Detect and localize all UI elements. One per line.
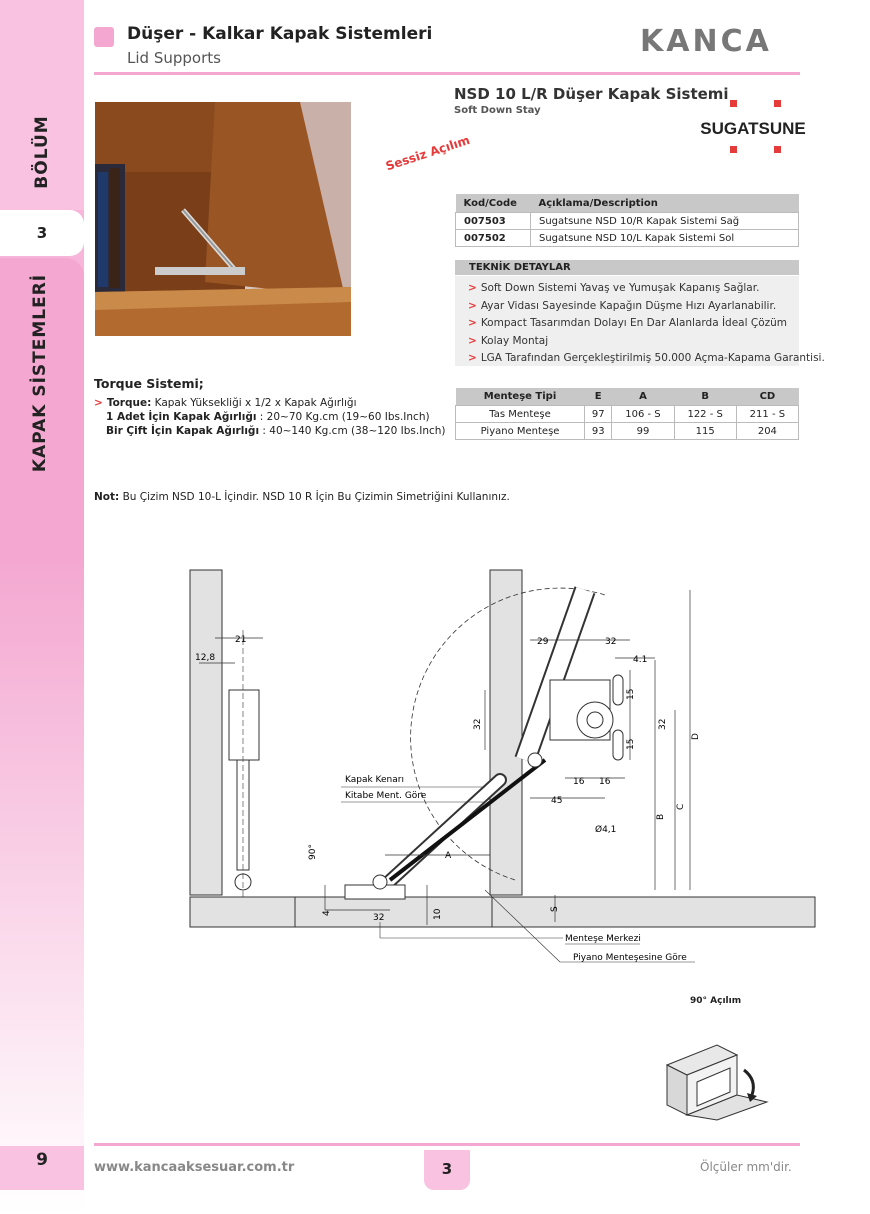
list-item (468, 333, 825, 351)
dim-16-left: 16 (573, 777, 585, 787)
list-item-text: Soft Down Sistemi Yavaş ve Yumuşak Kapanış Sağlar. (480, 282, 760, 294)
technical-drawing (185, 560, 815, 980)
product-code: 007503 (456, 213, 531, 230)
col-a: A (612, 388, 674, 406)
col-b: B (674, 388, 736, 406)
product-code: 007502 (456, 230, 531, 247)
footer-section-number: 3 (441, 1160, 453, 1178)
col-description: Açıklama/Description (531, 194, 799, 213)
technical-list (468, 280, 825, 368)
col-hinge-type: Menteşe Tipi (456, 388, 585, 406)
table-row (456, 423, 799, 440)
product-description: Sugatsune NSD 10/R Kapak Sistemi Sağ (531, 213, 799, 230)
list-item (468, 350, 825, 368)
section-number: 3 (36, 224, 48, 242)
box-opening-icon (662, 1040, 772, 1120)
bullet-arrow-icon: > (94, 397, 103, 409)
list-item (468, 280, 825, 298)
torque-title: Torque Sistemi; (94, 376, 204, 391)
section-label-wrap (0, 115, 92, 189)
cell-b: 122 - S (674, 406, 736, 423)
product-subtitle: Soft Down Stay (454, 105, 541, 116)
bullet-arrow-icon: > (468, 317, 477, 329)
technical-heading: TEKNİK DETAYLAR (455, 260, 799, 275)
sugatsune-logo (700, 100, 806, 156)
header-bullet (94, 27, 114, 47)
page-number: 9 (36, 1150, 48, 1170)
bullet-arrow-icon: > (468, 282, 477, 294)
label-kapak-kenari: Kapak Kenarı (345, 775, 404, 785)
category-label: KAPAK SİSTEMLERİ (30, 273, 50, 473)
dim-b: B (656, 813, 666, 820)
kanca-logo: KANCA (640, 24, 772, 59)
dim-10: 10 (433, 908, 443, 920)
label-kitabe: Kitabe Ment. Göre (345, 791, 427, 801)
product-title: NSD 10 L/R Düşer Kapak Sistemi (454, 85, 729, 103)
list-item-text: Kompact Tasarımdan Dolayı En Dar Alanlarda İdeal Çözüm (480, 317, 788, 329)
col-cd: CD (736, 388, 798, 406)
table-row (456, 213, 799, 230)
torque-line (94, 410, 446, 424)
dim-90-deg: 90° (308, 844, 318, 860)
torque-label: Bir Çift İçin Kapak Ağırlığı (106, 425, 260, 437)
sidebar-fade (0, 560, 84, 1214)
dim-32-right: 32 (658, 718, 668, 730)
header-divider (94, 72, 800, 75)
torque-lines (94, 396, 446, 438)
photo-tag: Sessiz Açılım (384, 132, 472, 174)
cell-e: 93 (585, 423, 612, 440)
col-e: E (585, 388, 612, 406)
cell-b: 115 (674, 423, 736, 440)
col-code: Kod/Code (456, 194, 531, 213)
hinge-type: Tas Menteşe (456, 406, 585, 423)
cell-a: 99 (612, 423, 674, 440)
code-table (455, 194, 799, 247)
list-item-text: Ayar Vidası Sayesinde Kapağın Düşme Hızı Ayarlanabilir. (480, 299, 777, 312)
dim-29: 29 (537, 637, 549, 647)
torque-label: 1 Adet İçin Kapak Ağırlığı (106, 411, 257, 423)
bullet-arrow-icon: > (468, 299, 477, 312)
product-photo (95, 102, 351, 336)
dim-s: S (550, 906, 560, 912)
torque-value: : 20~70 Kg.cm (19~60 Ibs.Inch) (256, 411, 430, 423)
sugatsune-logo-text: SUGATSUNE (700, 119, 806, 138)
product-description: Sugatsune NSD 10/L Kapak Sistemi Sol (531, 230, 799, 247)
dim-12-8: 12,8 (195, 653, 216, 663)
hinge-type: Piyano Menteşe (456, 423, 585, 440)
list-item-text: Kolay Montaj (480, 334, 549, 347)
dim-21: 21 (235, 635, 247, 645)
dim-32-left: 32 (473, 718, 483, 730)
website-link[interactable]: www.kancaaksesuar.com.tr (94, 1160, 295, 1175)
dimension-table (455, 388, 799, 440)
bullet-arrow-icon: > (468, 352, 477, 364)
torque-line (94, 396, 446, 410)
cell-e: 97 (585, 406, 612, 423)
page-subtitle: Lid Supports (127, 49, 221, 67)
dim-4: 4 (322, 910, 332, 916)
torque-label: Torque: (106, 397, 152, 409)
dim-d: D (691, 733, 701, 740)
page-title: Düşer - Kalkar Kapak Sistemleri (127, 24, 433, 44)
code-table-header (456, 194, 799, 213)
footer-divider (94, 1143, 800, 1146)
label-piyano: Piyano Menteşesine Göre (573, 953, 687, 963)
torque-value: : 40~140 Kg.cm (38~120 Ibs.Inch) (259, 425, 446, 437)
dim-45: 45 (551, 796, 563, 806)
opening-label: 90° Açılım (690, 996, 742, 1006)
note-label: Not: (94, 491, 120, 503)
bullet-arrow-icon: > (468, 334, 477, 347)
table-row (456, 406, 799, 423)
list-item (468, 315, 825, 333)
section-label: BÖLÜM (32, 115, 52, 189)
dim-phi: Ø4,1 (595, 825, 617, 835)
label-mentese-merkezi: Menteşe Merkezi (565, 934, 641, 944)
units-note: Ölçüler mm'dir. (700, 1160, 792, 1174)
list-item (468, 298, 825, 316)
dim-c: C (676, 803, 686, 810)
list-item-text: LGA Tarafından Gerçekleştirilmiş 50.000 Açma-Kapama Garantisi. (480, 352, 825, 364)
drawing-note (94, 491, 510, 503)
dim-32-top: 32 (605, 637, 617, 647)
torque-value: Kapak Yüksekliği x 1/2 x Kapak Ağırlığı (151, 397, 357, 409)
note-text: Bu Çizim NSD 10-L İçindir. NSD 10 R İçin Bu Çizimin Simetriğini Kullanınız. (119, 491, 510, 503)
cell-cd: 204 (736, 423, 798, 440)
dim-a: A (445, 851, 452, 861)
cell-a: 106 - S (612, 406, 674, 423)
torque-line (94, 424, 446, 438)
dim-15-bottom: 15 (626, 738, 636, 750)
dim-32-bottom: 32 (373, 913, 385, 923)
table-row (456, 230, 799, 247)
dim-15-top: 15 (626, 688, 636, 700)
dim-16-right: 16 (599, 777, 611, 787)
cell-cd: 211 - S (736, 406, 798, 423)
dimension-table-header (456, 388, 799, 406)
dim-4-1: 4.1 (633, 655, 648, 665)
